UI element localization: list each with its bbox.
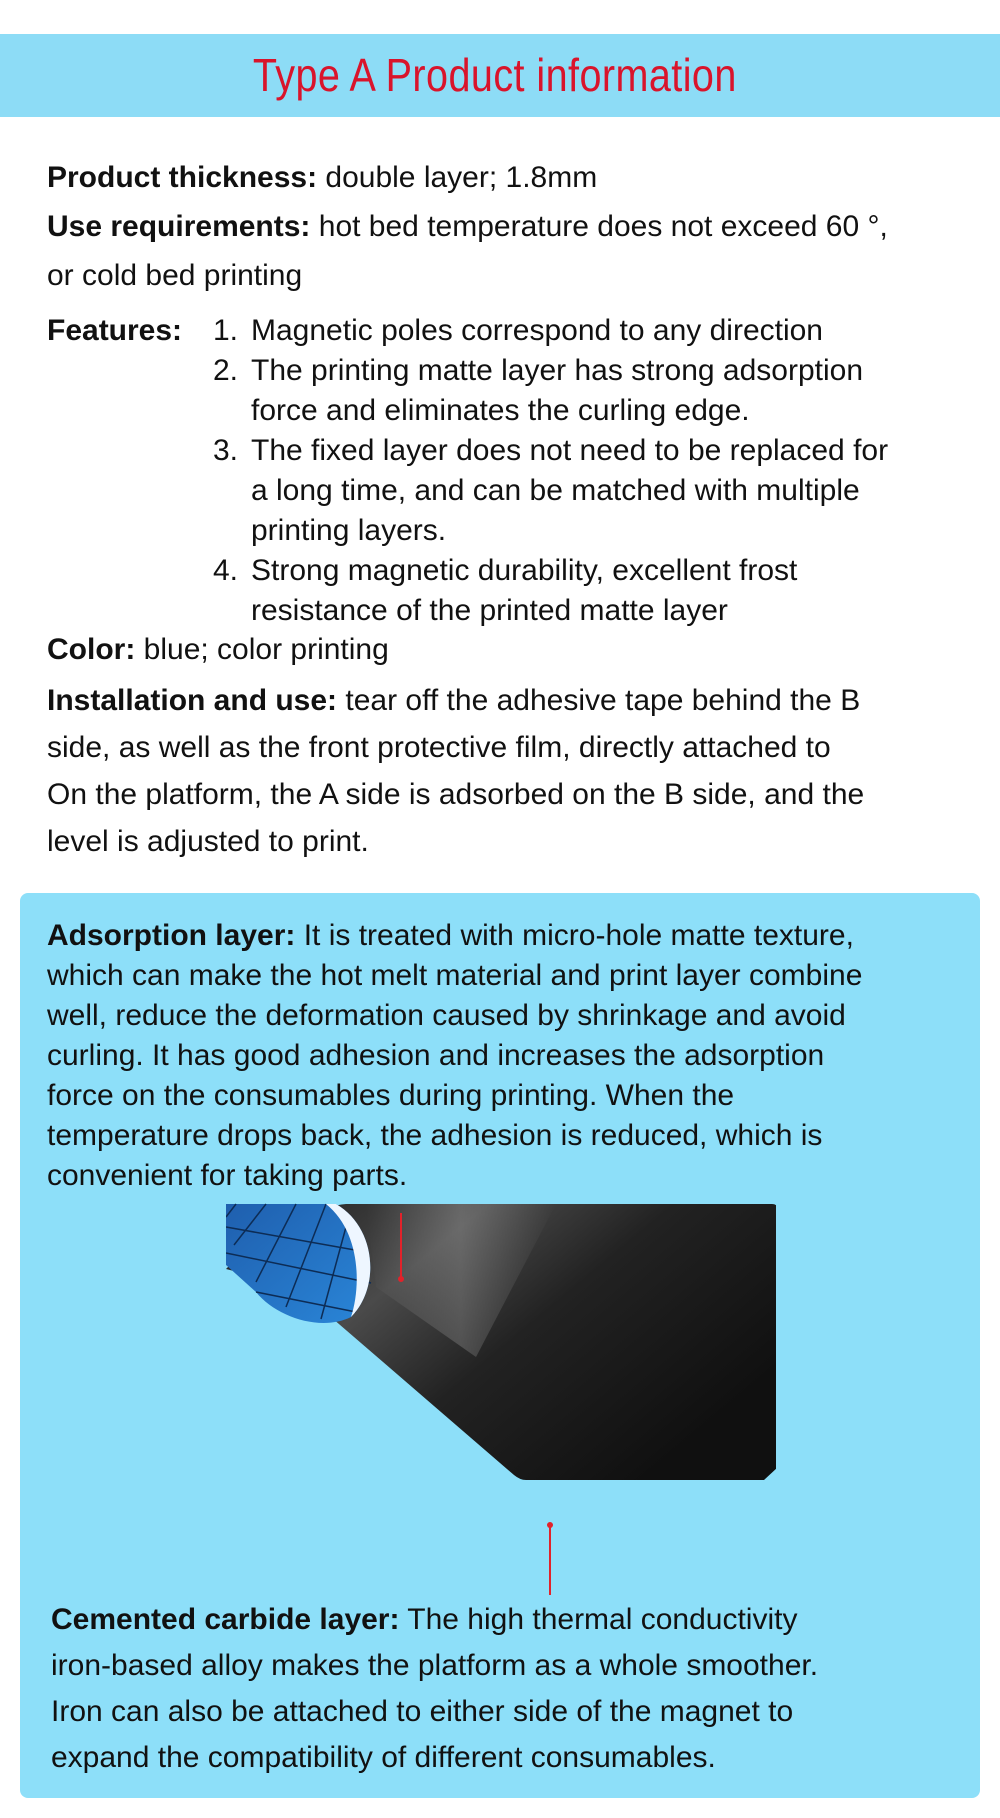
spec-installation-value: tear off the adhesive tape behind the B: [337, 684, 861, 717]
spec-installation-label: Installation and use:: [47, 684, 338, 717]
carbide-indicator-dot: [547, 1522, 553, 1528]
spec-installation: [47, 681, 860, 721]
spec-color-label: Color:: [47, 633, 136, 666]
carbide-layer-cont: Iron can also be attached to either side of the magnet to: [51, 1695, 794, 1728]
carbide-layer-value: The high thermal conductivity: [399, 1603, 798, 1636]
feature-number: 2.: [213, 354, 239, 387]
feature-text: The printing matte layer has strong adsorption: [251, 354, 863, 387]
spec-color: [47, 630, 389, 670]
adsorption-layer-cont: temperature drops back, the adhesion is reduced, which is: [47, 1119, 823, 1152]
carbide-layer-text: [51, 1600, 797, 1640]
spec-color-value: blue; color printing: [135, 633, 389, 666]
carbide-layer-cont: iron-based alloy makes the platform as a whole smoother.: [51, 1649, 819, 1682]
feature-text: The fixed layer does not need to be replaced for: [251, 434, 889, 467]
header-band: [0, 34, 1000, 117]
feature-text-cont: printing layers.: [251, 514, 447, 547]
spec-thickness-label: Product thickness:: [47, 161, 318, 194]
adsorption-layer-value: It is treated with micro-hole matte texture,: [295, 919, 854, 952]
feature-item: [213, 311, 823, 351]
feature-item: [213, 351, 863, 391]
feature-text-cont: a long time, and can be matched with multiple: [251, 474, 860, 507]
page-title: Type A Product information: [252, 49, 737, 101]
spec-use-label: Use requirements:: [47, 210, 311, 243]
adsorption-layer-cont: which can make the hot melt material and print layer combine: [47, 959, 863, 992]
adsorption-layer-cont: convenient for taking parts.: [47, 1159, 408, 1192]
spec-thickness-value: double layer; 1.8mm: [317, 161, 598, 194]
carbide-indicator-line: [549, 1525, 551, 1595]
feature-text: Magnetic poles correspond to any direction: [251, 314, 823, 347]
carbide-layer-cont: expand the compatibility of different consumables.: [51, 1741, 716, 1774]
spec-installation-cont: On the platform, the A side is adsorbed on the B side, and the: [47, 778, 865, 811]
spec-thickness: [47, 158, 597, 198]
features-label: Features:: [47, 314, 183, 347]
spec-use-value: hot bed temperature does not exceed 60 °,: [310, 210, 888, 243]
feature-number: 1.: [213, 314, 239, 347]
magnetic-sheet-photo: [226, 1187, 776, 1557]
spec-installation-cont: side, as well as the front protective film, directly attached to: [47, 731, 831, 764]
spec-use-cont: or cold bed printing: [47, 259, 303, 292]
carbide-layer-label: Cemented carbide layer:: [51, 1603, 400, 1636]
adsorption-indicator-line: [400, 1213, 402, 1280]
feature-item: [213, 551, 797, 591]
spec-installation-cont: level is adjusted to print.: [47, 825, 369, 858]
feature-number: 3.: [213, 434, 239, 467]
feature-item: [213, 431, 888, 471]
adsorption-layer-cont: curling. It has good adhesion and increases the adsorption: [47, 1039, 825, 1072]
feature-text-cont: resistance of the printed matte layer: [251, 594, 728, 627]
feature-text-cont: force and eliminates the curling edge.: [251, 394, 750, 427]
adsorption-layer-label: Adsorption layer:: [47, 919, 296, 952]
feature-text: Strong magnetic durability, excellent frost: [251, 554, 798, 587]
adsorption-layer-cont: well, reduce the deformation caused by shrinkage and avoid: [47, 999, 846, 1032]
feature-number: 4.: [213, 554, 239, 587]
adsorption-layer-cont: force on the consumables during printing. When the: [47, 1079, 735, 1112]
spec-use: [47, 207, 888, 247]
adsorption-layer-text: [47, 916, 854, 956]
adsorption-indicator-dot: [398, 1276, 404, 1282]
